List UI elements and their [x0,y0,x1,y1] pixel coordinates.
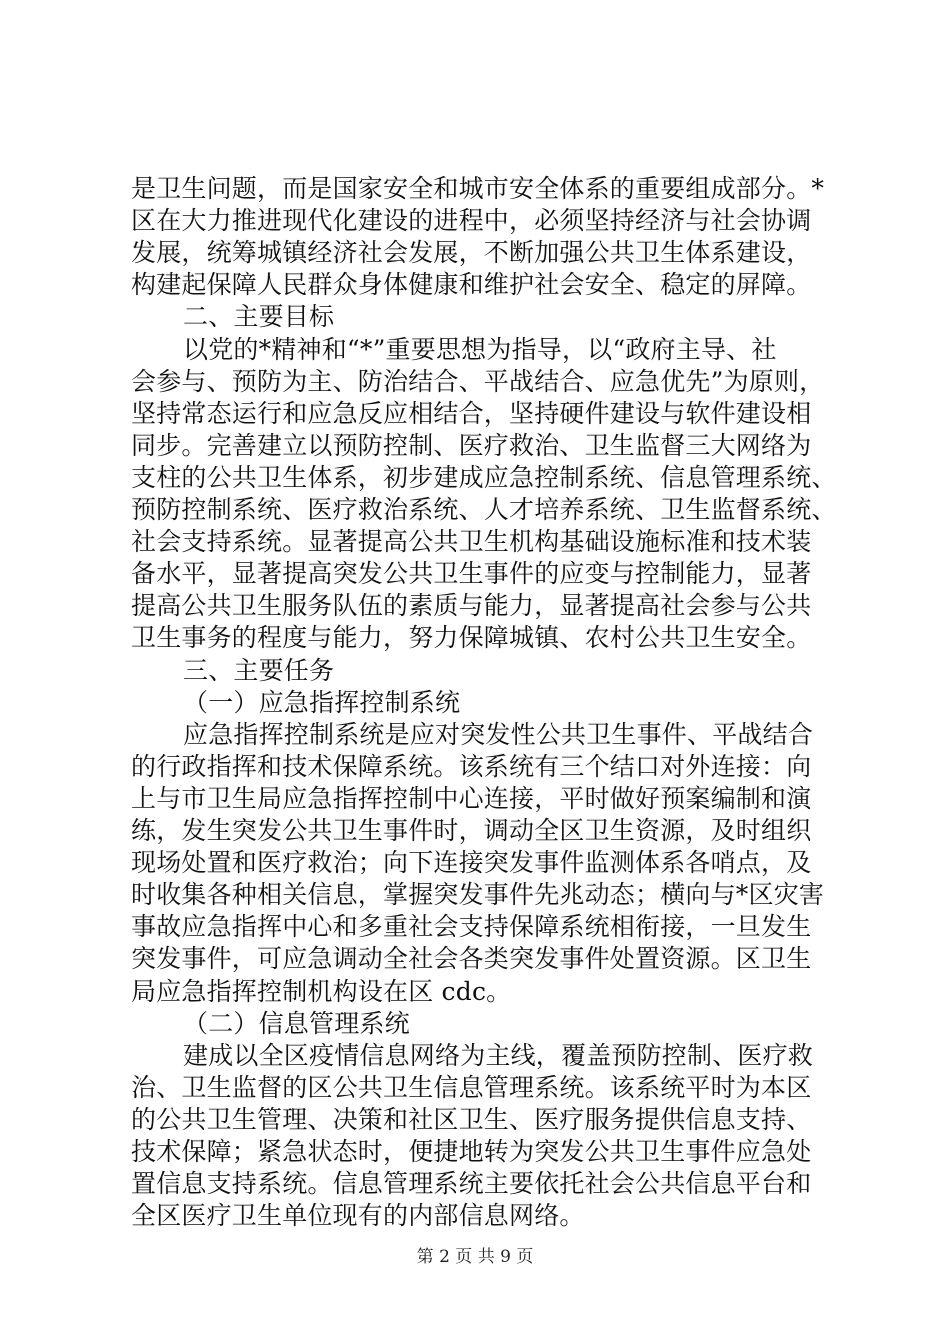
text-line: 时收集各种相关信息，掌握突发事件先兆动态；横向与*区灾害 [131,880,825,910]
text-line: 建成以全区疫情信息网络为主线，覆盖预防控制、医疗救 [183,1040,814,1070]
text-line: 同步。完善建立以预防控制、医疗救治、卫生监督三大网络为 [131,430,812,460]
text-line: 置信息支持系统。信息管理系统主要依托社会公共信息平台和 [131,1169,812,1199]
text-line: 的公共卫生管理、决策和社区卫生、医疗服务提供信息支持、 [131,1104,812,1134]
text-line: 预防控制系统、医疗救治系统、人才培养系统、卫生监督系统、 [131,495,837,524]
text-line: 坚持常态运行和应急反应相结合，坚持硬件建设与软件建设相 [131,398,812,428]
text-line: 卫生事务的程度与能力，努力保障城镇、农村公共卫生安全。 [131,623,812,653]
text-line: 二、主要目标 [183,302,335,332]
text-line: 突发事件，可应急调动全社会各类突发事件处置资源。区卫生 [131,944,812,974]
text-line: 区在大力推进现代化建设的进程中，必须坚持经济与社会协调 [131,206,812,236]
text-line: 以党的*精神和“*”重要思想为指导，以“政府主导、社 [183,334,777,364]
text-line: 备水平，显著提高突发公共卫生事件的应变与控制能力，显著 [131,559,812,589]
text-line: 上与市卫生局应急指挥控制中心连接，平时做好预案编制和演 [131,783,812,813]
text-line: 支柱的公共卫生体系，初步建成应急控制系统、信息管理系统、 [131,462,837,492]
text-line: 应急指挥控制系统是应对突发性公共卫生事件、平战结合 [183,719,814,749]
page-footer: 第 2 页 共 9 页 [416,1247,534,1267]
text-line: 局应急指挥控制机构设在区 cdc。 [131,976,512,1006]
text-line: 的行政指挥和技术保障系统。该系统有三个结口对外连接：向 [131,751,812,781]
text-line: 提高公共卫生服务队伍的素质与能力，显著提高社会参与公共 [131,591,812,621]
text-line: （一）应急指挥控制系统 [183,687,461,717]
text-line: 练，发生突发公共卫生事件时，调动全区卫生资源，及时组织 [131,816,812,845]
text-line: 全区医疗卫生单位现有的内部信息网络。 [131,1201,585,1231]
text-line: 会参与、预防为主、防治结合、平战结合、应急优先”为原则， [131,366,825,396]
text-line: 现场处置和医疗救治；向下连接突发事件监测体系各哨点，及 [131,848,812,878]
text-line: 治、卫生监督的区公共卫生信息管理系统。该系统平时为本区 [131,1072,812,1102]
text-line: 发展，统筹城镇经济社会发展，不断加强公共卫生体系建设， [131,238,812,268]
text-line: 是卫生问题，而是国家安全和城市安全体系的重要组成部分。* [131,174,825,203]
text-line: （二）信息管理系统 [183,1008,410,1038]
text-line: 技术保障；紧急状态时，便捷地转为突发公共卫生事件应急处 [131,1137,812,1166]
text-line: 三、主要任务 [183,655,335,685]
text-line: 社会支持系统。显著提高公共卫生机构基础设施标准和技术装 [131,527,812,557]
text-line: 构建起保障人民群众身体健康和维护社会安全、稳定的屏障。 [131,270,812,300]
text-line: 事故应急指挥中心和多重社会支持保障系统相衔接，一旦发生 [131,912,812,942]
